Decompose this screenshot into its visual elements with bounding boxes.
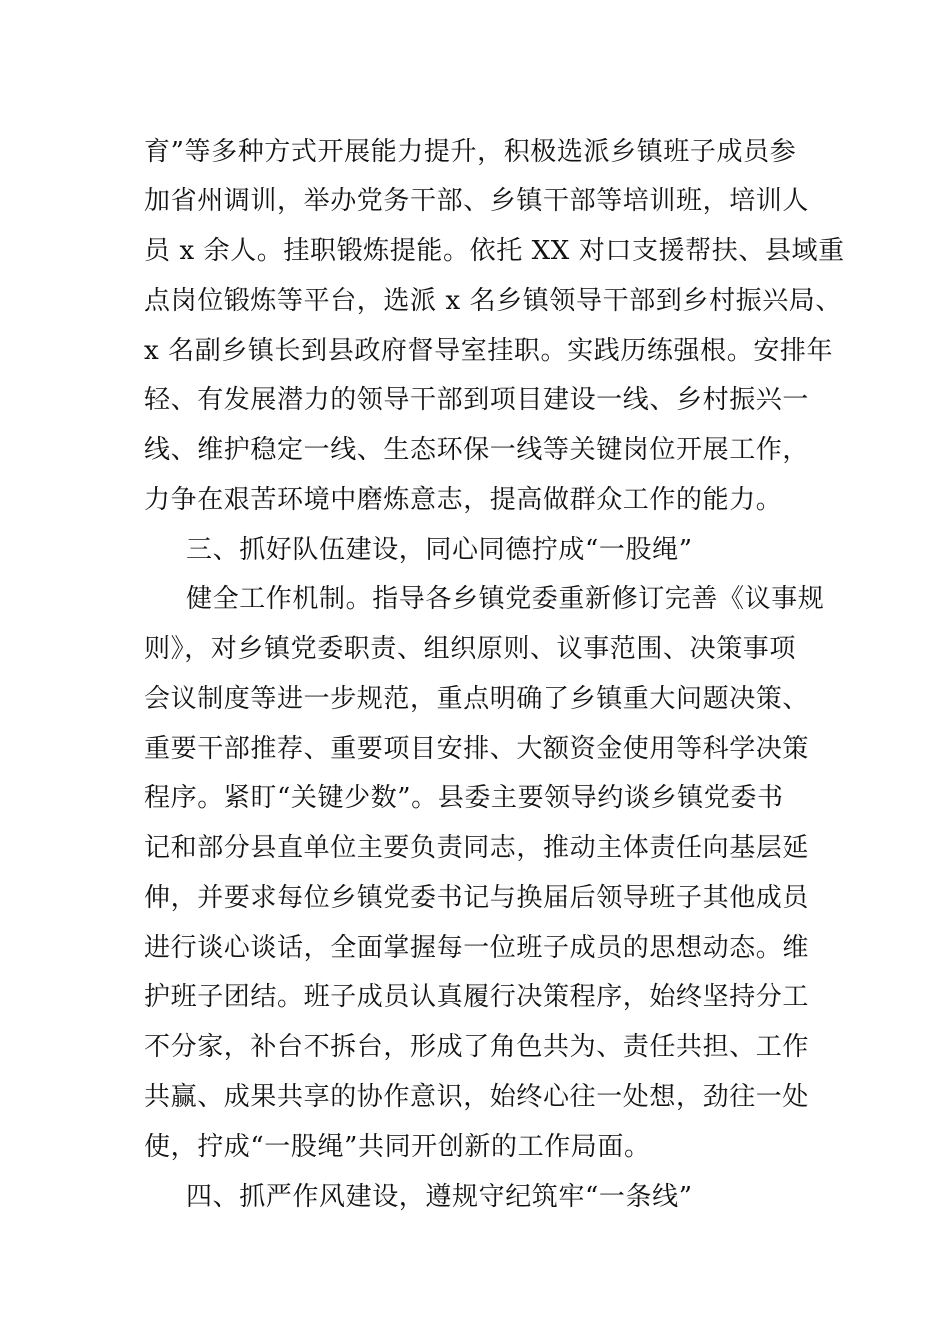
paragraph-line: 记和部分县直单位主要负责同志，推动主体责任向基层延 xyxy=(144,833,810,863)
paragraph-line: 点岗位锻炼等平台，选派 x 名乡镇领导干部到乡村振兴局、 xyxy=(144,286,842,316)
paragraph-line: 轻、有发展潜力的领导干部到项目建设一线、乡村振兴一 xyxy=(144,385,810,415)
paragraph-line: 伸，并要求每位乡镇党委书记与换届后领导班子其他成员 xyxy=(144,883,810,913)
paragraph-line: 力争在艰苦环境中磨炼意志，提高做群众工作的能力。 xyxy=(144,485,783,515)
section-heading: 三、抓好队伍建设，同心同德拧成“一股绳” xyxy=(186,535,693,565)
paragraph-line: 会议制度等进一步规范，重点明确了乡镇重大问题决策、 xyxy=(144,684,810,714)
paragraph-line: 程序。紧盯“关键少数”。县委主要领导约谈乡镇党委书 xyxy=(144,783,784,813)
paragraph-line: 护班子团结。班子成员认真履行决策程序，始终坚持分工 xyxy=(144,982,810,1012)
paragraph-line: 进行谈心谈话，全面掌握每一位班子成员的思想动态。维 xyxy=(144,933,810,963)
paragraph-line: 育”等多种方式开展能力提升，积极选派乡镇班子成员参 xyxy=(144,137,797,167)
paragraph-line: 健全工作机制。指导各乡镇党委重新修订完善《议事规 xyxy=(186,584,825,614)
paragraph-line: 使，拧成“一股绳”共同开创新的工作局面。 xyxy=(144,1132,651,1162)
paragraph-line: 加省州调训，举办党务干部、乡镇干部等培训班，培训人 xyxy=(144,186,810,216)
paragraph-line: 员 x 余人。挂职锻炼提能。依托 XX 对口支援帮扶、县域重 xyxy=(144,236,845,266)
paragraph-line: 则》，对乡镇党委职责、组织原则、议事范围、决策事项 xyxy=(144,634,797,664)
paragraph-line: x 名副乡镇长到县政府督导室挂职。实践历练强根。安排年 xyxy=(144,336,834,366)
paragraph-line: 重要干部推荐、重要项目安排、大额资金使用等科学决策 xyxy=(144,734,810,764)
paragraph-line: 线、维护稳定一线、生态环保一线等关键岗位开展工作， xyxy=(144,435,810,465)
paragraph-line: 不分家，补台不拆台，形成了角色共为、责任共担、工作 xyxy=(144,1032,810,1062)
section-heading: 四、抓严作风建设，遵规守纪筑牢“一条线” xyxy=(186,1182,693,1212)
paragraph-line: 共赢、成果共享的协作意识，始终心往一处想，劲往一处 xyxy=(144,1082,810,1112)
